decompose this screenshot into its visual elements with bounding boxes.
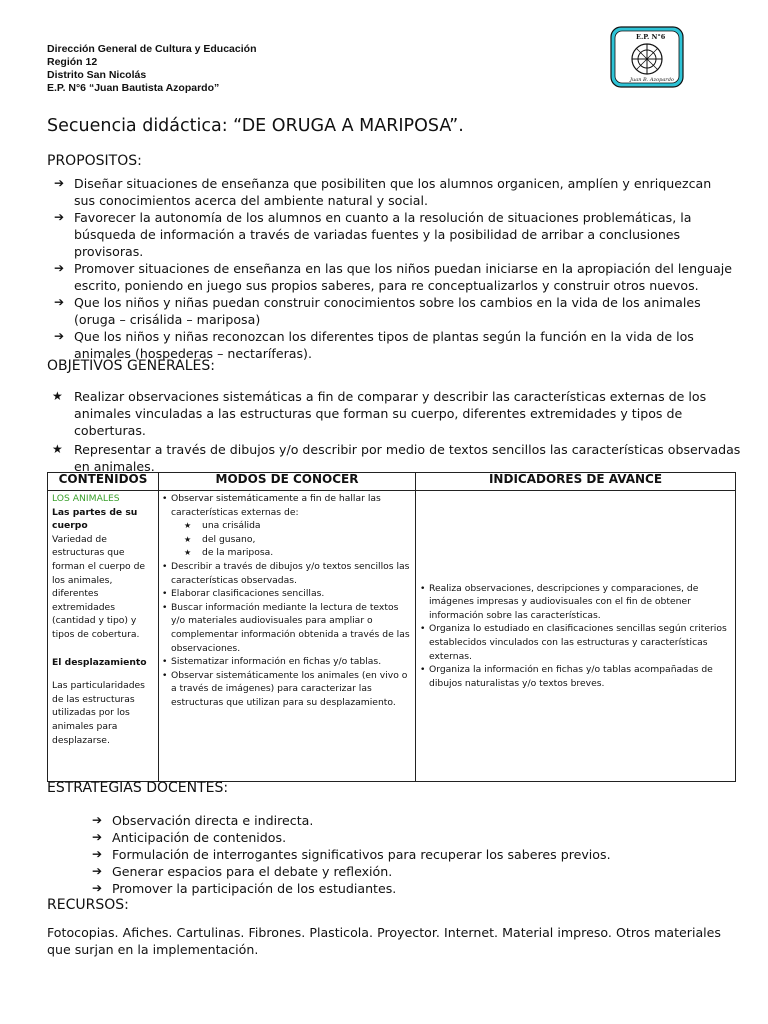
list-item: ➔ Diseñar situaciones de enseñanza que posibiliten que los alumnos organicen, amplíen y enriquezcan sus conocimientos acerca del ambiente natural y social. xyxy=(54,176,712,208)
arrow-icon: ➔ xyxy=(92,881,103,895)
table-header: INDICADORES DE AVANCE xyxy=(416,473,736,491)
modos-cell xyxy=(159,491,416,782)
list-item: • Realiza observaciones, descripciones y comparaciones, de imágenes impresas y audiovisuales con el fin de obtener información sobre las características. xyxy=(420,582,731,623)
list-item: ➔ Favorecer la autonomía de los alumnos en cuanto a la resolución de situaciones problemáticas, la búsqueda de información a través de variadas fuentes y la posibilidad de arribar a conclusiones provisoras. xyxy=(54,210,692,259)
list-item: • Organiza lo estudiado en clasificaciones sencillas según criterios establecidos vinculados con las estructuras y características externas. xyxy=(420,622,731,663)
list-item: ➔ Formulación de interrogantes significativos para recuperar los saberes previos. xyxy=(92,847,611,862)
arrow-icon: ➔ xyxy=(92,847,103,861)
list-item: ➔ Observación directa e indirecta. xyxy=(92,813,314,828)
page-title: Secuencia didáctica: “DE ORUGA A MARIPOSA”. xyxy=(47,116,464,136)
logo-top-text: E.P. N°6 xyxy=(636,33,666,41)
star-icon: ★ xyxy=(52,442,63,456)
header-line-3: Distrito San Nicolás xyxy=(47,69,147,81)
indicadores-cell xyxy=(416,491,736,782)
header-line-1: Dirección General de Cultura y Educación xyxy=(47,43,257,55)
header-line-4: E.P. N°6 “Juan Bautista Azopardo” xyxy=(47,82,220,94)
list-item: • Organiza la información en fichas y/o tablas acompañadas de dibujos naturalistas y/o textos breves. xyxy=(420,663,731,690)
list-item: • Elaborar clasificaciones sencillas. xyxy=(162,587,412,601)
subheading: Las partes de su cuerpo xyxy=(52,506,138,532)
logo-bottom-text: Juan B. Azopardo xyxy=(630,77,674,83)
cell-text: Las particularidades de las estructuras utilizadas por los animales para desplazarse. xyxy=(52,680,145,746)
table-header: CONTENIDOS xyxy=(48,473,159,491)
list-item: ➔ Anticipación de contenidos. xyxy=(92,830,287,845)
school-header xyxy=(47,43,256,95)
header-line-2: Región 12 xyxy=(47,56,98,68)
arrow-icon: ➔ xyxy=(92,864,103,878)
arrow-icon: ➔ xyxy=(92,813,103,827)
propositos-list xyxy=(54,175,734,362)
category-label: LOS ANIMALES xyxy=(52,493,120,504)
list-item: ➔ Que los niños y niñas puedan construir conocimientos sobre los cambios en la vida de los animales (oruga – crisálida – mariposa) xyxy=(54,295,701,327)
list-item: • Sistematizar información en fichas y/o tablas. xyxy=(162,655,412,669)
list-item: ★ Realizar observaciones sistemáticas a fin de comparar y describir las características externas de los animales vinculadas a las estructuras que forman su cuerpo, diferentes extremidades y tipos de coberturas. xyxy=(52,389,707,438)
estrategias-heading: ESTRATEGIAS DOCENTES: xyxy=(47,780,229,796)
arrow-icon: ➔ xyxy=(54,176,65,190)
star-icon: ★ xyxy=(52,389,63,403)
arrow-icon: ➔ xyxy=(54,329,65,343)
arrow-icon: ➔ xyxy=(92,830,103,844)
list-item: ★ Representar a través de dibujos y/o describir por medio de textos sencillos las características observadas en animales. xyxy=(52,442,741,474)
list-item: ★ del gusano, xyxy=(162,533,412,547)
subheading: El desplazamiento xyxy=(52,656,147,668)
arrow-icon: ➔ xyxy=(54,210,65,224)
list-item: • Describir a través de dibujos y/o textos sencillos las características observadas. xyxy=(162,560,412,587)
contenidos-cell xyxy=(48,491,159,782)
recursos-heading: RECURSOS: xyxy=(47,897,129,913)
list-item: • Buscar información mediante la lectura de textos y/o materiales audiovisuales para ampliar o complementar información obtenida a través de las observaciones. xyxy=(162,601,412,655)
list-item: ➔ Que los niños y niñas reconozcan los diferentes tipos de plantas según la función en la vida de los animales (hospederas – nectaríferas). xyxy=(54,329,694,361)
propositos-heading: PROPOSITOS: xyxy=(47,153,142,169)
recursos-text: Fotocopias. Afiches. Cartulinas. Fibrones. Plasticola. Proyector. Internet. Material impreso. Otros materiales que surjan en la implementación. xyxy=(47,925,721,957)
list-item: • Observar sistemáticamente los animales (en vivo o a través de imágenes) para caracterizar las estructuras que utilizan para su desplazamiento. xyxy=(162,669,412,710)
list-item: ➔ Generar espacios para el debate y reflexión. xyxy=(92,864,393,879)
list-item: ➔ Promover situaciones de enseñanza en las que los niños puedan iniciarse en la apropiación del lenguaje escrito, poniendo en juego sus propios saberes, para re conceptualizarlos y construir otros nuevos. xyxy=(54,261,733,293)
list-item: ➔ Promover la participación de los estudiantes. xyxy=(92,881,397,896)
list-item: ★ una crisálida xyxy=(162,519,412,533)
arrow-icon: ➔ xyxy=(54,295,65,309)
list-item: • Observar sistemáticamente a fin de hallar las características externas de: xyxy=(162,492,412,519)
cell-text: Variedad de estructuras que forman el cuerpo de los animales, diferentes extremidades (cantidad y tipo) y tipos de cobertura. xyxy=(52,533,146,640)
table-header: MODOS DE CONOCER xyxy=(159,473,416,491)
estrategias-list xyxy=(92,812,712,897)
school-logo xyxy=(610,26,684,88)
list-item: ★ de la mariposa. xyxy=(162,546,412,560)
arrow-icon: ➔ xyxy=(54,261,65,275)
contenidos-table xyxy=(47,472,736,782)
objetivos-heading: OBJETIVOS GENERALES: xyxy=(47,358,215,374)
objetivos-list xyxy=(52,388,742,477)
